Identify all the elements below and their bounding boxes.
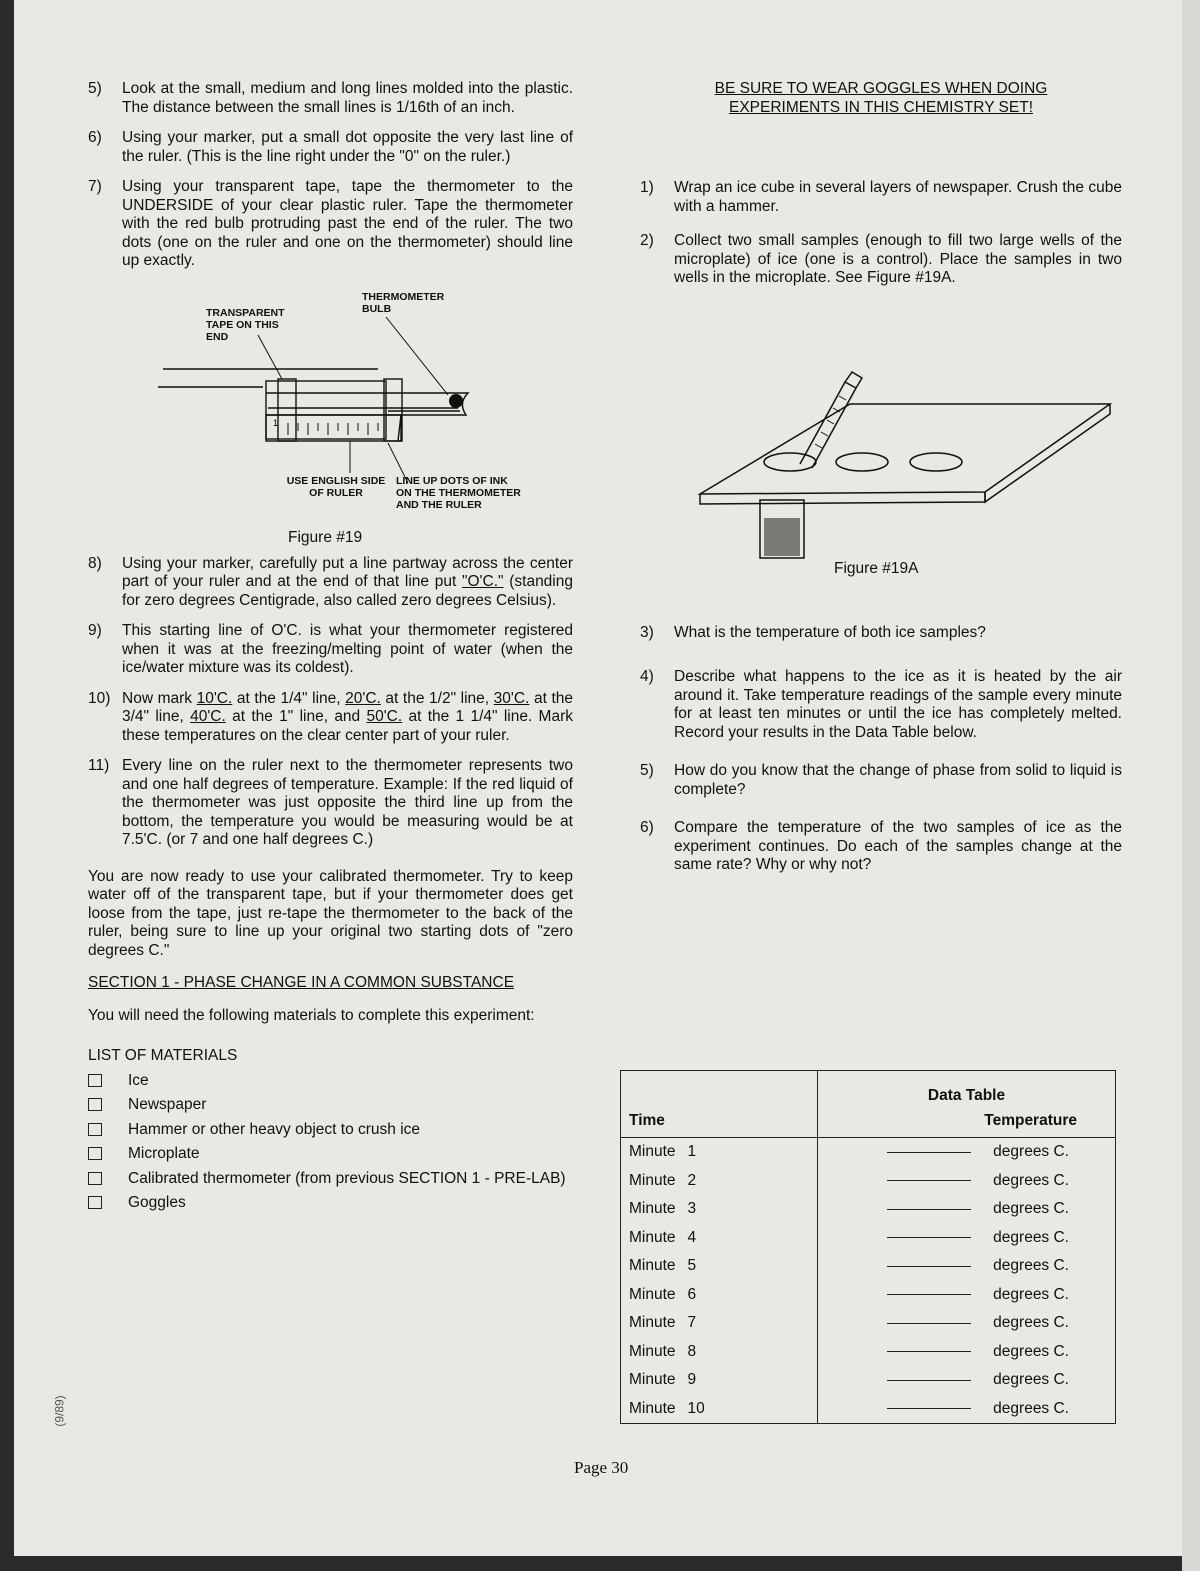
material-item xyxy=(88,1096,573,1115)
minute-number: 5 xyxy=(687,1257,697,1275)
label-line-up-dots: LINE UP DOTS OF INK ON THE THERMOMETER AND THE RULER xyxy=(396,474,521,511)
temperature-blank[interactable] xyxy=(887,1351,971,1352)
temperature-unit: degrees C. xyxy=(993,1228,1069,1246)
material-label: Newspaper xyxy=(128,1096,207,1113)
material-label: Ice xyxy=(128,1071,149,1089)
table-row xyxy=(621,1167,1116,1196)
step-text: at the 1/4" line, xyxy=(232,689,346,707)
step-text-underlined: 10'C. xyxy=(196,689,233,707)
minute-number: 1 xyxy=(687,1143,697,1161)
step-text: Using your transparent tape, tape the thermometer to the UNDERSIDE of your clear plastic ruler. Tape the thermometer with the red bulb protruding past the end of the ruler. The two dots (one on the ruler and one on the thermometer) should line up exactly. xyxy=(122,178,573,269)
step-text: at the 1/2" line, xyxy=(380,689,494,707)
data-table xyxy=(620,1070,1116,1424)
column-header-temperature: Temperature xyxy=(984,1112,1077,1129)
step-text: How do you know that the change of phase from solid to liquid is complete? xyxy=(674,762,1122,798)
step-number: 9) xyxy=(88,622,102,639)
minute-label: Minute xyxy=(629,1257,676,1275)
temperature-blank[interactable] xyxy=(887,1209,971,1210)
temperature-unit: degrees C. xyxy=(993,1314,1069,1332)
minute-label: Minute xyxy=(629,1371,676,1389)
minute-number: 7 xyxy=(687,1314,697,1332)
minute-label: Minute xyxy=(629,1314,676,1332)
goggles-warning-line-2: EXPERIMENTS IN THIS CHEMISTRY SET! xyxy=(728,98,1034,116)
page-edge xyxy=(1182,0,1200,1571)
figure-19a-caption: Figure #19A xyxy=(834,559,919,577)
step-item xyxy=(640,819,1122,875)
checkbox-icon xyxy=(88,1172,102,1185)
step-text-underlined: "O'C." xyxy=(461,573,504,590)
table-row xyxy=(621,1366,1116,1395)
figure-19a xyxy=(640,304,1122,604)
step-text: Collect two small samples (enough to fill two large wells of the microplate) of ice (one is a control). Place the samples in two wells in the microplate. See Figure #19A. xyxy=(674,232,1122,286)
temperature-blank[interactable] xyxy=(887,1380,971,1381)
step-text: What is the temperature of both ice samples? xyxy=(674,623,986,641)
minute-number: 9 xyxy=(687,1371,697,1389)
material-item xyxy=(88,1072,573,1091)
minute-number: 10 xyxy=(687,1399,705,1417)
minute-label: Minute xyxy=(629,1171,676,1189)
step-number: 3) xyxy=(640,623,654,641)
step-item xyxy=(640,668,1122,742)
step-number: 6) xyxy=(88,129,102,146)
step-item xyxy=(88,178,573,271)
step-number: 1) xyxy=(640,179,654,196)
material-item xyxy=(88,1145,573,1164)
materials-heading: LIST OF MATERIALS xyxy=(88,1047,238,1064)
label-transparent-tape: TRANSPARENT TAPE ON THIS END xyxy=(206,306,285,343)
temperature-blank[interactable] xyxy=(887,1152,971,1153)
step-text-underlined: 50'C. xyxy=(366,708,403,725)
step-number: 5) xyxy=(88,80,102,97)
right-column xyxy=(640,80,1122,895)
step-text: Every line on the ruler next to the thermometer represents two and one half degrees of temperature. Example: If the red liquid of the thermometer was just opposite the third line up from the bottom, the temperature you would be measuring would be at 7.5'C. (or 7 and one half degrees C.) xyxy=(122,757,573,848)
step-text: at the 3/4" line, xyxy=(122,689,573,725)
step-number: 6) xyxy=(640,819,654,836)
step-10 xyxy=(88,690,573,746)
step-text: This starting line of O'C. is what your thermometer registered when it was at the freezing/melting point of water (when the ice/water mixture was its coldest). xyxy=(122,622,573,676)
step-number: 8) xyxy=(88,554,102,572)
material-label: Hammer or other heavy object to crush ice xyxy=(128,1120,421,1138)
temperature-blank[interactable] xyxy=(887,1266,971,1267)
table-row xyxy=(621,1309,1116,1338)
step-8 xyxy=(88,555,573,611)
temperature-unit: degrees C. xyxy=(993,1200,1069,1218)
table-row xyxy=(621,1195,1116,1224)
step-number: 5) xyxy=(640,762,654,779)
step-text: Look at the small, medium and long lines molded into the plastic. The distance between the small lines is 1/16th of an inch. xyxy=(122,80,573,116)
table-row xyxy=(621,1338,1116,1367)
margin-note: (9/89) xyxy=(52,1395,67,1427)
minute-number: 6 xyxy=(687,1285,697,1303)
step-text: Now mark xyxy=(122,689,197,707)
table-row xyxy=(621,1224,1116,1253)
page-number: Page 30 xyxy=(574,1458,629,1477)
step-text: (standing for zero degrees Centigrade, also called zero degrees Celsius). xyxy=(122,573,573,609)
step-text: Wrap an ice cube in several layers of newspaper. Crush the cube with a hammer. xyxy=(674,179,1122,215)
temperature-unit: degrees C. xyxy=(993,1285,1069,1303)
step-number: 4) xyxy=(640,668,654,685)
temperature-blank[interactable] xyxy=(887,1408,971,1409)
step-text-underlined: 30'C. xyxy=(493,689,530,707)
minute-number: 4 xyxy=(687,1228,697,1246)
step-text: Using your marker, put a small dot opposite the very last line of the ruler. (This is the line right under the "0" on the ruler.) xyxy=(122,129,573,165)
minute-number: 2 xyxy=(687,1171,697,1189)
step-item xyxy=(640,179,1122,216)
temperature-blank[interactable] xyxy=(887,1180,971,1181)
section-heading: SECTION 1 - PHASE CHANGE IN A COMMON SUBSTANCE xyxy=(88,974,515,991)
table-row xyxy=(621,1252,1116,1281)
step-text-underlined: 20'C. xyxy=(345,689,381,707)
temperature-unit: degrees C. xyxy=(993,1257,1069,1275)
step-text: at the 1" line, and xyxy=(225,708,367,725)
material-label: Microplate xyxy=(128,1145,200,1162)
table-row xyxy=(621,1281,1116,1310)
step-number: 10) xyxy=(88,689,111,707)
step-text: Describe what happens to the ice as it is heated by the air around it. Take temperature readings of the sample every minute for at least ten minutes or until the ice has completely melted. Record your results in the Data Table below. xyxy=(674,668,1122,741)
step-item xyxy=(88,80,573,117)
temperature-unit: degrees C. xyxy=(993,1371,1069,1389)
label-thermometer-bulb: THERMOMETER BULB xyxy=(362,290,445,315)
minute-label: Minute xyxy=(629,1228,676,1246)
materials-list xyxy=(88,1072,573,1213)
left-column xyxy=(88,80,573,1219)
table-row xyxy=(621,1395,1116,1424)
table-row xyxy=(621,1138,1116,1167)
step-text: Using your marker, carefully put a line partway across the center part of your ruler and at the end of that line put xyxy=(122,554,573,590)
minute-number: 8 xyxy=(687,1342,697,1360)
step-text: Compare the temperature of the two samples of ice as the experiment continues. Do each of the samples change at the same rate? Why or why not? xyxy=(674,819,1122,873)
step-item xyxy=(640,232,1122,288)
material-label: Calibrated thermometer (from previous SECTION 1 - PRE-LAB) xyxy=(128,1169,566,1187)
figure-19 xyxy=(88,283,573,551)
step-text: at the 1 1/4" line. Mark these temperatures on the clear center part of your ruler. xyxy=(122,708,573,744)
checkbox-icon xyxy=(88,1196,102,1209)
temperature-blank[interactable] xyxy=(887,1294,971,1295)
temperature-unit: degrees C. xyxy=(993,1399,1069,1417)
material-item xyxy=(88,1121,573,1140)
minute-number: 3 xyxy=(687,1200,697,1218)
temperature-blank[interactable] xyxy=(887,1323,971,1324)
step-text-underlined: 40'C. xyxy=(190,708,226,725)
figure-19-caption: Figure #19 xyxy=(288,528,363,546)
step-number: 11) xyxy=(88,757,110,774)
material-label: Goggles xyxy=(128,1194,186,1211)
ready-paragraph: You are now ready to use your calibrated thermometer. Try to keep water off of the transparent tape, but if your thermometer does get loose from the tape, just re-tape the thermometer to the back of the ruler, being sure to line up your original two starting dots of "zero degrees C." xyxy=(88,867,573,959)
minute-label: Minute xyxy=(629,1342,676,1360)
checkbox-icon xyxy=(88,1074,102,1087)
temperature-blank[interactable] xyxy=(887,1237,971,1238)
temperature-unit: degrees C. xyxy=(993,1143,1069,1161)
step-number: 2) xyxy=(640,232,654,249)
checkbox-icon xyxy=(88,1147,102,1160)
microplate-diagram xyxy=(640,304,1122,584)
column-header-time: Time xyxy=(621,1105,818,1138)
checkbox-icon xyxy=(88,1098,102,1111)
minute-label: Minute xyxy=(629,1399,676,1417)
step-11 xyxy=(88,757,573,850)
minute-label: Minute xyxy=(629,1285,676,1303)
step-9 xyxy=(88,622,573,678)
step-item xyxy=(640,624,1122,643)
checkbox-icon xyxy=(88,1123,102,1136)
label-english-side: USE ENGLISH SIDE OF RULER xyxy=(286,474,386,499)
step-item xyxy=(88,129,573,166)
svg-text:1: 1 xyxy=(273,417,279,428)
goggles-warning-line-1: BE SURE TO WEAR GOGGLES WHEN DOING xyxy=(714,80,1048,97)
materials-intro: You will need the following materials to complete this experiment: xyxy=(88,1006,535,1024)
minute-label: Minute xyxy=(629,1143,676,1161)
data-table-title: Data Table xyxy=(927,1087,1006,1104)
material-item xyxy=(88,1170,573,1189)
minute-label: Minute xyxy=(629,1200,676,1218)
step-item xyxy=(640,762,1122,799)
temperature-unit: degrees C. xyxy=(993,1171,1069,1189)
temperature-unit: degrees C. xyxy=(993,1342,1069,1360)
step-number: 7) xyxy=(88,178,102,195)
material-item xyxy=(88,1194,573,1213)
